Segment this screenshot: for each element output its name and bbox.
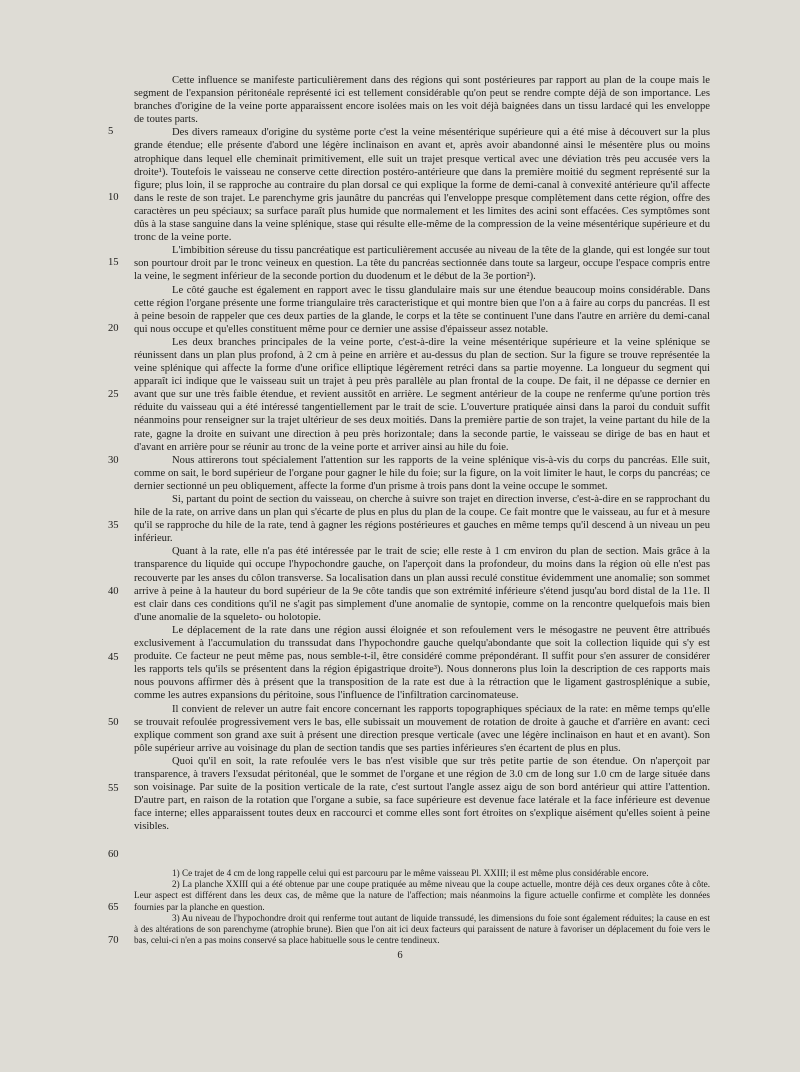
line-number: 45 [108, 652, 119, 663]
main-text [134, 74, 710, 833]
paragraph: L'imbibition séreuse du tissu pancréatique est particulièrement accusée au niveau de la tête de la glande, qui est longée sur tout son pourtour droit par le tronc veineux en question. La tête du pancréas sectionnée dans toute sa largeur, occupe l'espace compris entre la veine, le segment inférieur de la seconde portion du duodenum et le début de la 3e portion²). [134, 245, 710, 283]
paragraph: Si, partant du point de section du vaisseau, on cherche à suivre son trajet en direction inverse, c'est-à-dire en se rapprochant du hile de la rate, on arrive dans un plan qui s'écarte de plus en plus du plan de la coupe. Ce fait montre que le vaisseau, au fur et à mesure qu'il se rapproche du hile de la rate, tend à gagner les régions postérieures et gauches en même temps qu'il descend à un niveau un peu inférieur. [134, 494, 710, 545]
page-number: 6 [397, 950, 403, 961]
paragraph: Les deux branches principales de la veine porte, c'est-à-dire la veine mésentérique supérieure et la veine splénique se réunissent dans un plan plus profond, à 2 cm à peine en arrière et au-dessus du plan de section. Sur la figure se trouve représentée la veine splénique qui affecte la forme d'une orifice elliptique légèrement retréci dans sa partie moyenne. La longueur du segment qui apparaît ici indique que le vaisseau suit un trajet à peu près parallèle au plan frontal de la coupe. De fait, il ne dépasse ce dernier en avant que sur une très faible étendue, et revient aussitôt en arrière. Le segment antérieur de la coupe ne renferme qu'une portion très réduite du vaisseau qui a été intéressé tangentiellement par le trait de scie. L'ouverture pratiquée ainsi dans la paroi du conduit suffit néanmoins pour renseigner sur la trajet ultérieur de ses deux moitiés. Dans la première partie de son trajet, la veine partant du hile de la rate, gagne la droite en suivant une direction à peu près horizontale; dans la seconde partie, le vaisseau se dirige de bas en haut et d'avant en arrière pour se réunir au tronc de la veine porte et arriver ainsi au hile du foie. [134, 336, 710, 453]
footnotes [134, 868, 710, 946]
line-number: 35 [108, 520, 119, 531]
line-number: 50 [108, 717, 119, 728]
paragraph: Le côté gauche est également en rapport avec le tissu glandulaire mais sur une étendue beaucoup moins considérable. Dans cette région l'organe présente une forme triangulaire très caracteristique et qui montre bien que l'on a à faire au corps du pancréas. Il est à peine besoin de rappeler que ces deux parties de la glande, le corps et la tête se continuent l'une dans l'autre en arrière du demi-canal qui nous occupe et qu'elles constituent même pour ce dernier une assise d'épaisseur assez notable. [134, 284, 710, 335]
line-number: 10 [108, 192, 119, 203]
line-number: 40 [108, 586, 119, 597]
line-number: 20 [108, 323, 119, 334]
footnote: 2) La planche XXIII qui a été obtenue par une coupe pratiquée au même niveau que la coupe actuelle, montre déjà ces deux organes côte à côte. Leur aspect est différent dans les deux cas, de même que la nature de l'affection; mais néanmoins la figure actuelle confirme et complète les données fournies par la planche en question. [134, 879, 710, 912]
paragraph: Des divers rameaux d'origine du système porte c'est la veine mésentérique supérieure qui a été mise à découvert sur la plus grande étendue; elle présente d'abord une légère inclinaison en avant et, après avoir abandonné ainsi le mésentère plus ou moins atrophique dans lequel elle cheminait primitivement, elle suit un trajet presque vertical avec une déviation très peu accusée vers la droite¹). Toutefois le vaisseau ne conserve cette direction postéro-antérieure que dans la première moitié du segment représenté sur la figure; plus loin, il se rapproche au contraire du plan dorsal ce qui explique la forme de demi-canal à convexité antérieure qu'il affecte dans le reste de son trajet. Le parenchyme gris jaunâtre du pancréas qui l'enveloppe presque complètement dans cette région, offre des caractères un peu spéciaux; sa surface paraît plus humide que normalement et les limites des acini sont effacées. Ces symptômes sont dûs à la stase sanguine dans la veine splénique, stase qui résulte elle-même de la compression de la veine mésentérique supérieure et du tronc de la veine porte. [134, 127, 710, 244]
footnote: 3) Au niveau de l'hypochondre droit qui renferme tout autant de liquide transsudé, les dimensions du foie sont également réduites; la cause en est à des altérations de son parenchyme (atrophie brune). Bien que l'on ait ici deux facteurs qui paraissent de nature à favoriser un déplacement du foie vers le bas, celui-ci n'en a pas moins conservé sa place habituelle sous le centre tendineux. [134, 912, 710, 946]
paragraph: Il convient de relever un autre fait encore concernant les rapports topographiques spéciaux de la rate: en même temps qu'elle se trouvait refoulée progressivement vers le bas, elle subissait un mouvement de rotation de droite à gauche et d'arrière en avant: ceci explique comment son grand axe suit à présent une direction presque verticale (avec une légère inclinaison en haut et en avant). Son pôle supérieur arrive au voisinage du plan de section tandis que ses parties inférieures s'en écartent de plus en plus. [134, 703, 710, 754]
line-number: 65 [108, 902, 119, 913]
line-number: 5 [108, 126, 114, 137]
paragraph: Quant à la rate, elle n'a pas été intéressée par le trait de scie; elle reste à 1 cm environ du plan de section. Mais grâce à la transparence du liquide qui occupe l'hypochondre gauche, on l'aperçoit dans la profondeur, du moins dans la région où elle n'est pas recouverte par les anses du côlon transverse. Sa localisation dans un plan aussi reculé constitue évidemment une anomalie; son sommet arrive à peine à la hauteur du bord supérieur de la 9e côte tandis que son extrémité inférieure s'étend jusqu'au bord distal de la 11e. Il est clair dans ces conditions qu'il ne s'agit pas simplement d'une anomalie de syntopie, comme on la rencontre quelquefois mais bien d'une anomalie de la squeleto- ou holotopie. [134, 546, 710, 623]
line-number: 30 [108, 455, 119, 466]
line-number: 60 [108, 849, 119, 860]
line-number: 70 [108, 935, 119, 946]
paragraph: Quoi qu'il en soit, la rate refoulée vers le bas n'est visible que sur très petite partie de son étendue. On n'aperçoit par transparence, à travers l'exsudat péritonéal, que le sommet de l'organe et une région de 3.0 cm de long sur 1.0 cm de large située dans son voisinage. Par suite de la position verticale de la rate, c'est surtout l'angle assez aigu de son bord antérieur qui attire l'attention. D'autre part, en raison de la rotation que l'organe a subie, sa face supérieure est devenue face latérale et la face inférieure est devenue face interne; elles apparaissent toutes deux en raccourci et comme elles sont fort étroites on s'explique aisément qu'elles soient à peine visibles. [134, 755, 710, 833]
paragraph: Le déplacement de la rate dans une région aussi éloignée et son refoulement vers le mésogastre ne peuvent être attribués exclusivement à l'accumulation du transsudat dans l'hypochondre gauche quelqu'abondante que soit la collection liquide qui s'y est produite. Ce facteur ne peut même pas, nous semble-t-il, être considéré comme prépondérant. Il suffit pour s'en assurer de considérer les rapports tels qu'ils se présentent dans la région épigastrique droite³). Nous donnerons plus loin la description de ces rapports mais nous pouvons affirmer dès à présent que la transposition de la rate est due à la rétraction que le ligament gastrosplénique a subie, comme les autres expansions du péritoine, sous l'influence de l'infiltration carcinomateuse. [134, 624, 710, 702]
line-number: 25 [108, 389, 119, 400]
footnote: 1) Ce trajet de 4 cm de long rappelle celui qui est parcouru par le même vaisseau Pl. XXIII; il est même plus considérable encore. [172, 868, 649, 878]
line-number: 15 [108, 257, 119, 268]
line-number: 55 [108, 783, 119, 794]
paragraph: Nous attirerons tout spécialement l'attention sur les rapports de la veine splénique vis-à-vis du corps du pancréas. Elle suit, comme on sait, le bord supérieur de l'organe pour gagner le hile du foie; sur la figure, on la voit limiter le haut, le corps du pancréas; ce dernier sectionné un peu obliquement, affecte la forme d'un prisme à trois pans dont la veine occupe le sommet. [134, 454, 710, 492]
paragraph: Cette influence se manifeste particulièrement dans des régions qui sont postérieures par rapport au plan de la coupe mais le segment de l'expansion péritonéale représenté ici est tellement considérable qu'on peut se rendre compte déjà de son importance. Les branches d'origine de la veine porte apparaissent encore isolées mais on les voit déjà baignées dans un tissu lardacé qui les enveloppe de toutes parts. [134, 75, 710, 126]
